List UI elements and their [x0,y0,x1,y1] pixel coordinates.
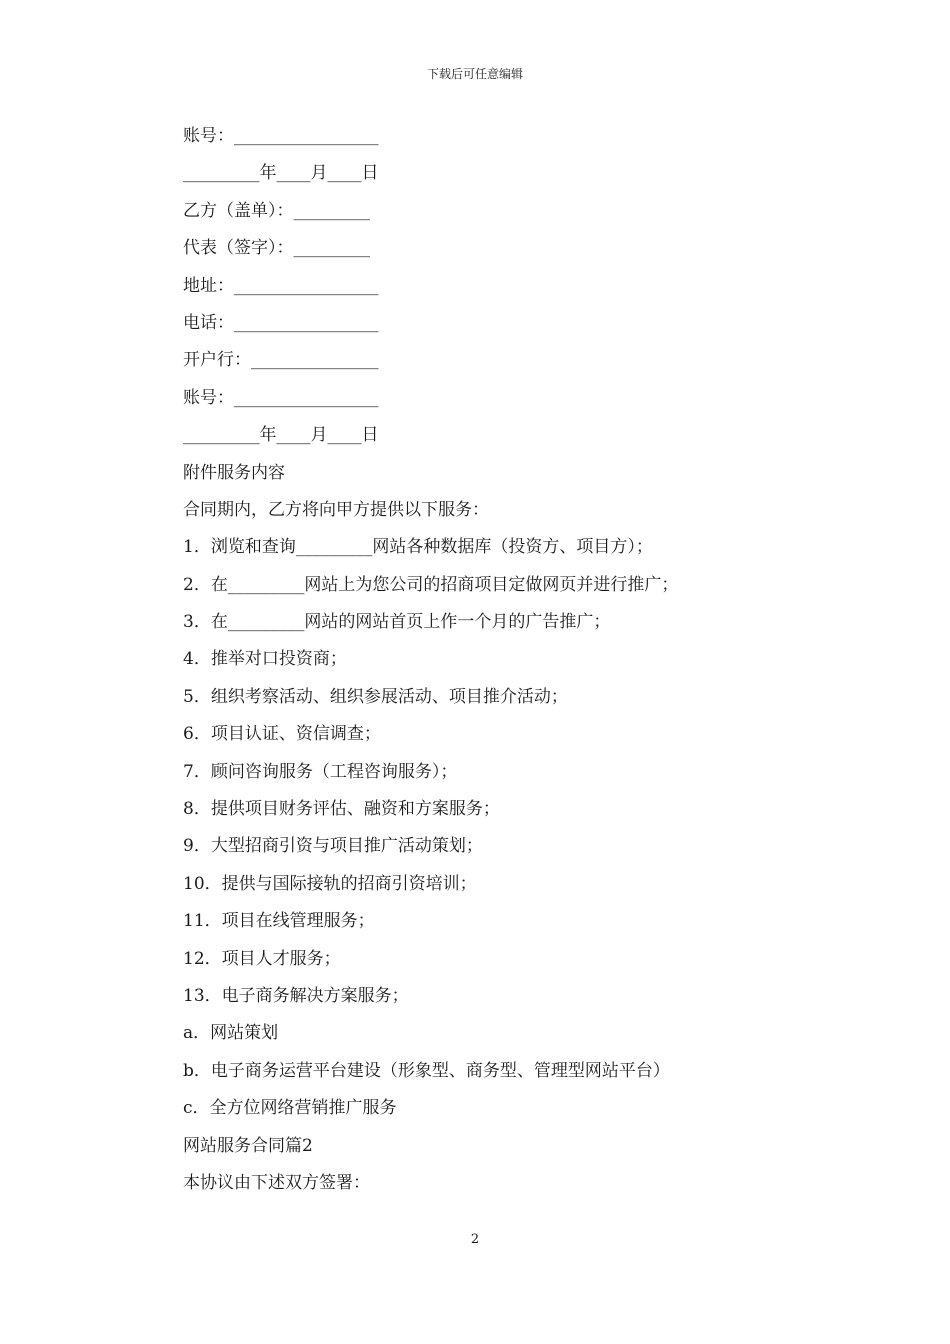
list-item: 13．电子商务解决方案服务； [183,985,409,1006]
list-item: 6．项目认证、资信调查； [183,724,381,745]
list-item: 9．大型招商引资与项目推广活动策划； [183,836,483,857]
list-item: 8．提供项目财务评估、融资和方案服务； [183,799,500,820]
page-header: 下载后可任意编辑 [426,67,523,81]
list-item: 7．顾问咨询服务（工程咨询服务）； [183,761,458,782]
sub-list-item: b．电子商务运营平台建设（形象型、商务型、管理型网站平台） [183,1060,670,1081]
list-item: 3．在_________网站的网站首页上作一个月的广告推广； [183,612,611,633]
representative-signature-line: 代表（签字）：_________ [183,238,370,259]
list-item: 10．提供与国际接轨的招商引资培训； [183,873,477,894]
document-body [183,118,783,1202]
list-item: 12．项目人才服务； [183,948,341,969]
sub-list-item: c．全方位网络营销推广服务 [183,1098,397,1119]
section-heading: 附件服务内容 [183,462,285,483]
paragraph: 本协议由下述双方签署： [183,1172,370,1193]
party-b-seal-line: 乙方（盖单）：_________ [183,200,370,221]
account-line: 账号：_________________ [183,387,379,408]
sub-list-item: a．网站策划 [183,1023,279,1044]
address-line: 地址：_________________ [183,275,379,296]
account-line: 账号：_________________ [183,126,379,146]
list-item: 2．在_________网站上为您公司的招商项目定做网页并进行推广； [183,574,679,595]
list-item: 11．项目在线管理服务； [183,911,375,932]
section-heading: 网站服务合同篇2 [183,1135,313,1156]
list-item: 1．浏览和查询_________网站各种数据库（投资方、项目方）； [183,537,653,558]
list-item: 5．组织考察活动、组织参展活动、项目推介活动； [183,686,568,707]
list-item: 4．推举对口投资商； [183,649,347,670]
bank-line: 开户行：_______________ [183,350,379,371]
date-line: _________年____月____日 [183,425,379,446]
page-number: 2 [470,1232,480,1247]
phone-line: 电话：_________________ [183,312,379,333]
date-line: _________年____月____日 [183,163,379,184]
paragraph: 合同期内，乙方将向甲方提供以下服务： [183,499,489,520]
